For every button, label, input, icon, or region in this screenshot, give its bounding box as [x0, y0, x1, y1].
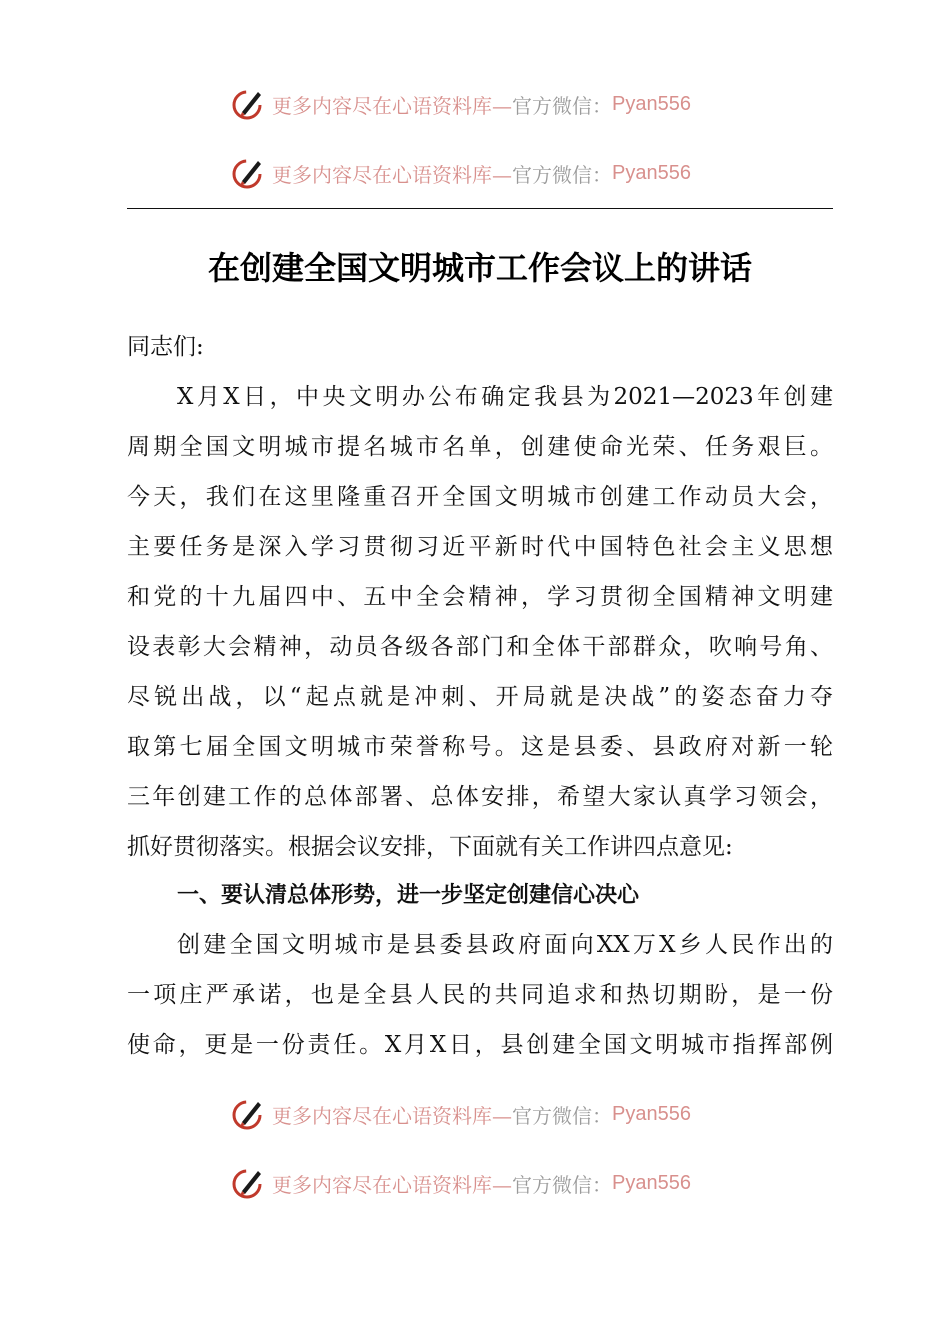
pen-logo-icon: [230, 1096, 266, 1132]
watermark-banner: [230, 153, 691, 193]
watermark-wechat-label: 官方微信：: [512, 93, 612, 118]
paragraph-line: 尽锐出战，以“起点就是冲刺、开局就是决战”的姿态奋力夺: [127, 684, 833, 710]
paragraph-line: 周期全国文明城市提名城市名单，创建使命光荣、任务艰巨。: [127, 434, 833, 460]
pen-logo-icon: [230, 86, 266, 122]
paragraph-line: X月X日，中央文明办公布确定我县为2021—2023年创建: [177, 384, 833, 410]
watermark-wechat-id: Pyan556: [612, 1171, 691, 1194]
paragraph-line: 今天，我们在这里隆重召开全国文明城市创建工作动员大会，: [127, 484, 833, 510]
pen-logo-icon: [230, 1165, 266, 1201]
header-divider: [127, 208, 833, 209]
paragraph-line: 主要任务是深入学习贯彻习近平新时代中国特色社会主义思想: [127, 534, 833, 560]
paragraph-line: 设表彰大会精神，动员各级各部门和全体干部群众，吹响号角、: [127, 634, 833, 660]
watermark-main-text: 更多内容尽在心语资料库—: [272, 1103, 512, 1128]
watermark-banner: [230, 1094, 691, 1134]
watermark-banner: [230, 84, 691, 124]
watermark-wechat-label: 官方微信：: [512, 1172, 612, 1197]
salutation: 同志们:: [127, 334, 204, 360]
pen-logo-icon: [230, 155, 266, 191]
watermark-wechat-id: Pyan556: [612, 161, 691, 184]
paragraph-line: 创建全国文明城市是县委县政府面向XX万X乡人民作出的: [177, 932, 833, 958]
paragraph-line: 一项庄严承诺，也是全县人民的共同追求和热切期盼，是一份: [127, 982, 833, 1008]
watermark-banner: [230, 1163, 691, 1203]
section-heading: 一、要认清总体形势，进一步坚定创建信心决心: [177, 883, 640, 908]
paragraph-line: 和党的十九届四中、五中全会精神，学习贯彻全国精神文明建: [127, 584, 833, 610]
paragraph-line: 取第七届全国文明城市荣誉称号。这是县委、县政府对新一轮: [127, 734, 833, 760]
paragraph-line: 三年创建工作的总体部署、总体安排，希望大家认真学习领会，: [127, 784, 833, 810]
watermark-main-text: 更多内容尽在心语资料库—: [272, 162, 512, 187]
document-title: 在创建全国文明城市工作会议上的讲话: [207, 249, 752, 287]
watermark-main-text: 更多内容尽在心语资料库—: [272, 1172, 512, 1197]
watermark-wechat-id: Pyan556: [612, 92, 691, 115]
watermark-wechat-label: 官方微信：: [512, 1103, 612, 1128]
paragraph-line: 使命，更是一份责任。X月X日，县创建全国文明城市指挥部例: [127, 1032, 833, 1058]
watermark-main-text: 更多内容尽在心语资料库—: [272, 93, 512, 118]
paragraph-line: 抓好贯彻落实。根据会议安排，下面就有关工作讲四点意见:: [127, 834, 733, 860]
watermark-wechat-label: 官方微信：: [512, 162, 612, 187]
watermark-wechat-id: Pyan556: [612, 1102, 691, 1125]
